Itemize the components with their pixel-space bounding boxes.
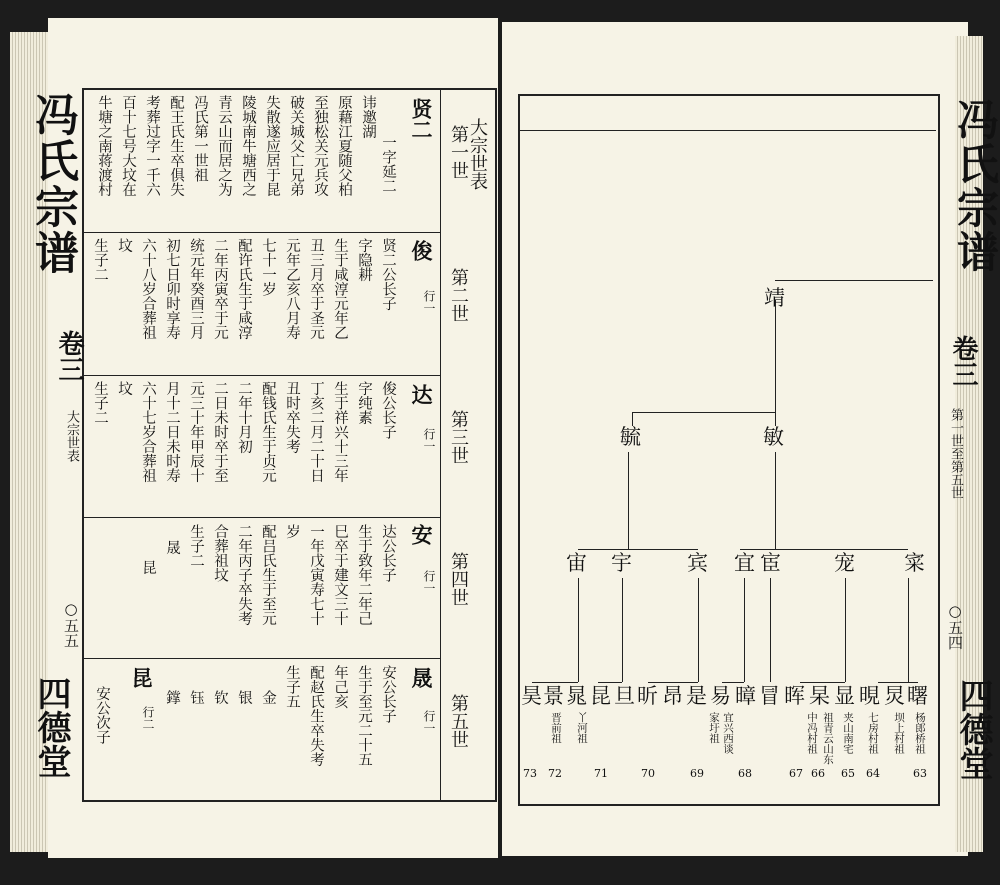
tree-node-g4: 炅 xyxy=(884,684,905,708)
tree-line xyxy=(878,682,918,683)
tree-node-g4: 昂 xyxy=(662,684,683,708)
bio-line: 失散遂应居于昆 xyxy=(264,95,280,197)
tree-note: 宜兴西谈 xyxy=(722,712,734,754)
tree-node-g4: 旦 xyxy=(614,684,635,708)
bio-line: 至独松关元兵攻 xyxy=(312,95,328,197)
bio-line: 坟 xyxy=(116,238,132,253)
tree-node-g4: 晖 xyxy=(784,684,805,708)
right-spine-volume: 卷三 xyxy=(948,335,978,387)
tree-line xyxy=(532,682,578,683)
bio-line: 金 xyxy=(260,690,276,705)
bio-line: 六十八岁合葬祖 xyxy=(140,238,156,340)
tree-node-g4: 昆 xyxy=(590,684,611,708)
person-name: 贤二 xyxy=(409,98,434,140)
right-spine-section: 第一世至第五世 xyxy=(948,408,963,499)
tree-note: 祖青云山东 xyxy=(822,712,834,765)
tree-line xyxy=(632,412,775,413)
tree-node-g3: 宦 xyxy=(760,551,781,575)
tree-line xyxy=(775,280,933,281)
left-spine-hall: 四德堂 xyxy=(31,676,71,778)
tree-node-g4: 暲 xyxy=(735,684,756,708)
bio-line: 陵城南牛塘西之 xyxy=(240,95,256,197)
tree-line xyxy=(845,578,846,682)
left-spine-page-no: ○五五 xyxy=(62,600,80,648)
tree-note: 丫河祖 xyxy=(576,712,588,744)
tree-node-g4: 景 xyxy=(543,684,564,708)
bio-line: 配吕氏生于至元 xyxy=(260,524,276,626)
tree-line xyxy=(744,578,745,682)
page-ref: 66 xyxy=(811,767,825,780)
page-ref: 64 xyxy=(866,767,880,780)
bio-line: 原藉江夏随父柏 xyxy=(336,95,352,197)
bio-line: 百十七号大坟在 xyxy=(120,95,136,197)
page-ref: 67 xyxy=(789,767,803,780)
bio-line: 安公次子 xyxy=(94,686,110,744)
bio-line: 青云山而居之为 xyxy=(216,95,232,197)
bio-line: 生于咸淳元年乙 xyxy=(332,238,348,340)
bio-line: 生于祥兴十三年 xyxy=(332,381,348,483)
bio-line: 考葬过字一千六 xyxy=(144,95,160,197)
tree-line xyxy=(578,578,579,682)
person-name: 达 xyxy=(409,384,434,405)
tree-node-g3: 寀 xyxy=(904,551,925,575)
bio-line: 二年丙子卒失考 xyxy=(236,524,252,626)
bio-line: 丑三月卒于圣元 xyxy=(308,238,324,340)
page-ref: 63 xyxy=(913,767,927,780)
bio-line: 冯氏第一世祖 xyxy=(192,95,208,182)
person-rank: 行一 xyxy=(422,290,436,314)
tree-line xyxy=(740,549,908,550)
bio-line: 破关城父亡兄弟 xyxy=(288,95,304,197)
bio-line: 字纯素 xyxy=(356,381,372,425)
tree-node-g4: 显 xyxy=(834,684,855,708)
bio-line: 一字延二 xyxy=(380,135,396,193)
bio-line: 生子二 xyxy=(92,381,108,425)
person-name: 安 xyxy=(409,524,434,545)
person-rank: 行二 xyxy=(141,706,155,730)
bio-line: 安公长子 xyxy=(380,665,396,723)
bio-line: 牛塘之南蒋渡村 xyxy=(96,95,112,197)
tree-node-g3: 宾 xyxy=(687,551,708,575)
tree-line xyxy=(775,300,776,412)
page-ref: 73 xyxy=(523,767,537,780)
bio-line: 元年乙亥八月寿 xyxy=(284,238,300,340)
bio-line: 银 xyxy=(236,690,252,705)
row-separator xyxy=(84,375,440,376)
tree-node-g2: 毓 xyxy=(620,425,641,449)
bio-line: 钰 xyxy=(188,690,204,705)
bio-line: 字隐耕 xyxy=(356,238,372,282)
tree-line xyxy=(775,412,776,426)
tree-node-g4: 是 xyxy=(686,684,707,708)
tree-node-g3: 宠 xyxy=(834,551,855,575)
tree-node-g3: 宜 xyxy=(734,551,755,575)
tree-node-g4: 易 xyxy=(710,684,731,708)
person-name: 昆 xyxy=(129,667,154,688)
bio-line: 二日未时卒于至 xyxy=(212,381,228,483)
bio-line: 生于至元二十五 xyxy=(356,665,372,767)
page-ref: 69 xyxy=(690,767,704,780)
tree-line xyxy=(598,682,622,683)
tree-note: 七房村祖 xyxy=(867,712,879,754)
generation-1-label: 第一世 xyxy=(448,125,469,179)
bio-line: 统元年癸酉三月 xyxy=(188,238,204,340)
tree-line xyxy=(578,549,698,550)
bio-line: 配赵氏生卒失考 xyxy=(308,665,324,767)
tree-line xyxy=(775,452,776,549)
bio-line: 年己亥 xyxy=(332,665,348,709)
row-separator xyxy=(84,658,440,659)
bio-line: 二年十月初 xyxy=(236,381,252,454)
bio-line: 鐣 xyxy=(164,690,180,705)
tree-header-line xyxy=(520,130,936,131)
tree-line xyxy=(722,682,744,683)
bio-line: 初七日卯时享寿 xyxy=(164,238,180,340)
header-column-divider xyxy=(440,90,441,800)
page-ref: 71 xyxy=(594,767,608,780)
page-ref: 68 xyxy=(738,767,752,780)
tree-line xyxy=(800,682,845,683)
tree-line xyxy=(628,452,629,549)
bio-line: 丁亥二月二十日 xyxy=(308,381,324,483)
header-title: 大宗世表 xyxy=(467,118,488,190)
right-spine-hall: 四德堂 xyxy=(953,678,993,780)
row-separator xyxy=(84,517,440,518)
tree-note: 坝上村祖 xyxy=(893,712,905,754)
tree-line xyxy=(770,578,771,682)
tree-note: 杨郎桥祖 xyxy=(914,712,926,754)
tree-node-g3: 宙 xyxy=(566,551,587,575)
bio-line: 讳邀湖 xyxy=(360,95,376,139)
tree-node-g4: 杲 xyxy=(809,684,830,708)
page-ref: 72 xyxy=(548,767,562,780)
bio-line: 俊公长子 xyxy=(380,381,396,439)
generation-3-label: 第三世 xyxy=(448,410,469,464)
tree-node-g4: 晛 xyxy=(859,684,880,708)
bio-line: 达公长子 xyxy=(380,524,396,582)
right-spine-title: 冯氏宗谱 xyxy=(951,98,1000,274)
bio-line: 月十二日未时寿 xyxy=(164,381,180,483)
generation-2-label: 第二世 xyxy=(448,268,469,322)
tree-node-g1: 靖 xyxy=(764,286,785,310)
left-spine-title: 冯氏宗谱 xyxy=(27,92,78,276)
tree-node-g4: 冒 xyxy=(759,684,780,708)
left-spine-volume: 卷三 xyxy=(54,330,84,382)
page-ref: 70 xyxy=(641,767,655,780)
bio-line: 岁 xyxy=(284,524,300,539)
person-name: 俊 xyxy=(409,240,434,261)
tree-node-g4: 曙 xyxy=(907,684,928,708)
page-ref: 65 xyxy=(841,767,855,780)
row-separator xyxy=(84,232,440,233)
bio-line: 配王氏生卒俱失 xyxy=(168,95,184,197)
generation-5-label: 第五世 xyxy=(448,694,469,748)
tree-node-g2: 敏 xyxy=(763,425,784,449)
bio-line: 配钱氏生于贞元 xyxy=(260,381,276,483)
person-rank: 行一 xyxy=(422,570,436,594)
person-name: 晟 xyxy=(409,667,434,688)
bio-line: 合葬祖坟 xyxy=(212,524,228,582)
tree-line xyxy=(648,682,698,683)
bio-line: 生子二 xyxy=(188,524,204,568)
bio-line: 二年丙寅卒于元 xyxy=(212,238,228,340)
tree-line xyxy=(908,578,909,682)
bio-line: 六十七岁合葬祖 xyxy=(140,381,156,483)
tree-node-g4: 晁 xyxy=(566,684,587,708)
bio-line: 配许氏生于咸淳 xyxy=(236,238,252,340)
bio-line: 生于致年二年己 xyxy=(356,524,372,626)
bio-line: 晟 xyxy=(164,540,180,555)
tree-line xyxy=(622,578,623,682)
tree-note: 中冯村祖 xyxy=(806,712,818,754)
bio-line: 丑时卒失考 xyxy=(284,381,300,454)
bio-line: 巳卒于建文三十 xyxy=(332,524,348,626)
person-rank: 行一 xyxy=(422,428,436,452)
bio-line: 生子二 xyxy=(92,238,108,282)
tree-note: 晋前祖 xyxy=(550,712,562,744)
tree-node-g4: 昕 xyxy=(637,684,658,708)
bio-line: 坟 xyxy=(116,381,132,396)
bio-line: 生子五 xyxy=(284,665,300,709)
tree-node-g3: 宇 xyxy=(611,551,632,575)
tree-line xyxy=(698,578,699,682)
tree-note: 家圩祖 xyxy=(708,712,720,744)
bio-line: 贤二公长子 xyxy=(380,238,396,311)
left-spine-section: 大宗世表 xyxy=(64,410,79,462)
tree-node-g4: 昊 xyxy=(521,684,542,708)
right-spine-page-no: ○五四 xyxy=(946,602,964,650)
tree-note: 夹山南宅 xyxy=(842,712,854,754)
bio-line: 元三十年甲辰十 xyxy=(188,381,204,483)
bio-line: 昆 xyxy=(140,560,156,575)
bio-line: 七十一岁 xyxy=(260,238,276,296)
bio-line: 一年戊寅寿七十 xyxy=(308,524,324,626)
bio-line: 钦 xyxy=(212,690,228,705)
generation-4-label: 第四世 xyxy=(448,552,469,606)
tree-line xyxy=(632,412,633,426)
person-rank: 行一 xyxy=(422,710,436,734)
